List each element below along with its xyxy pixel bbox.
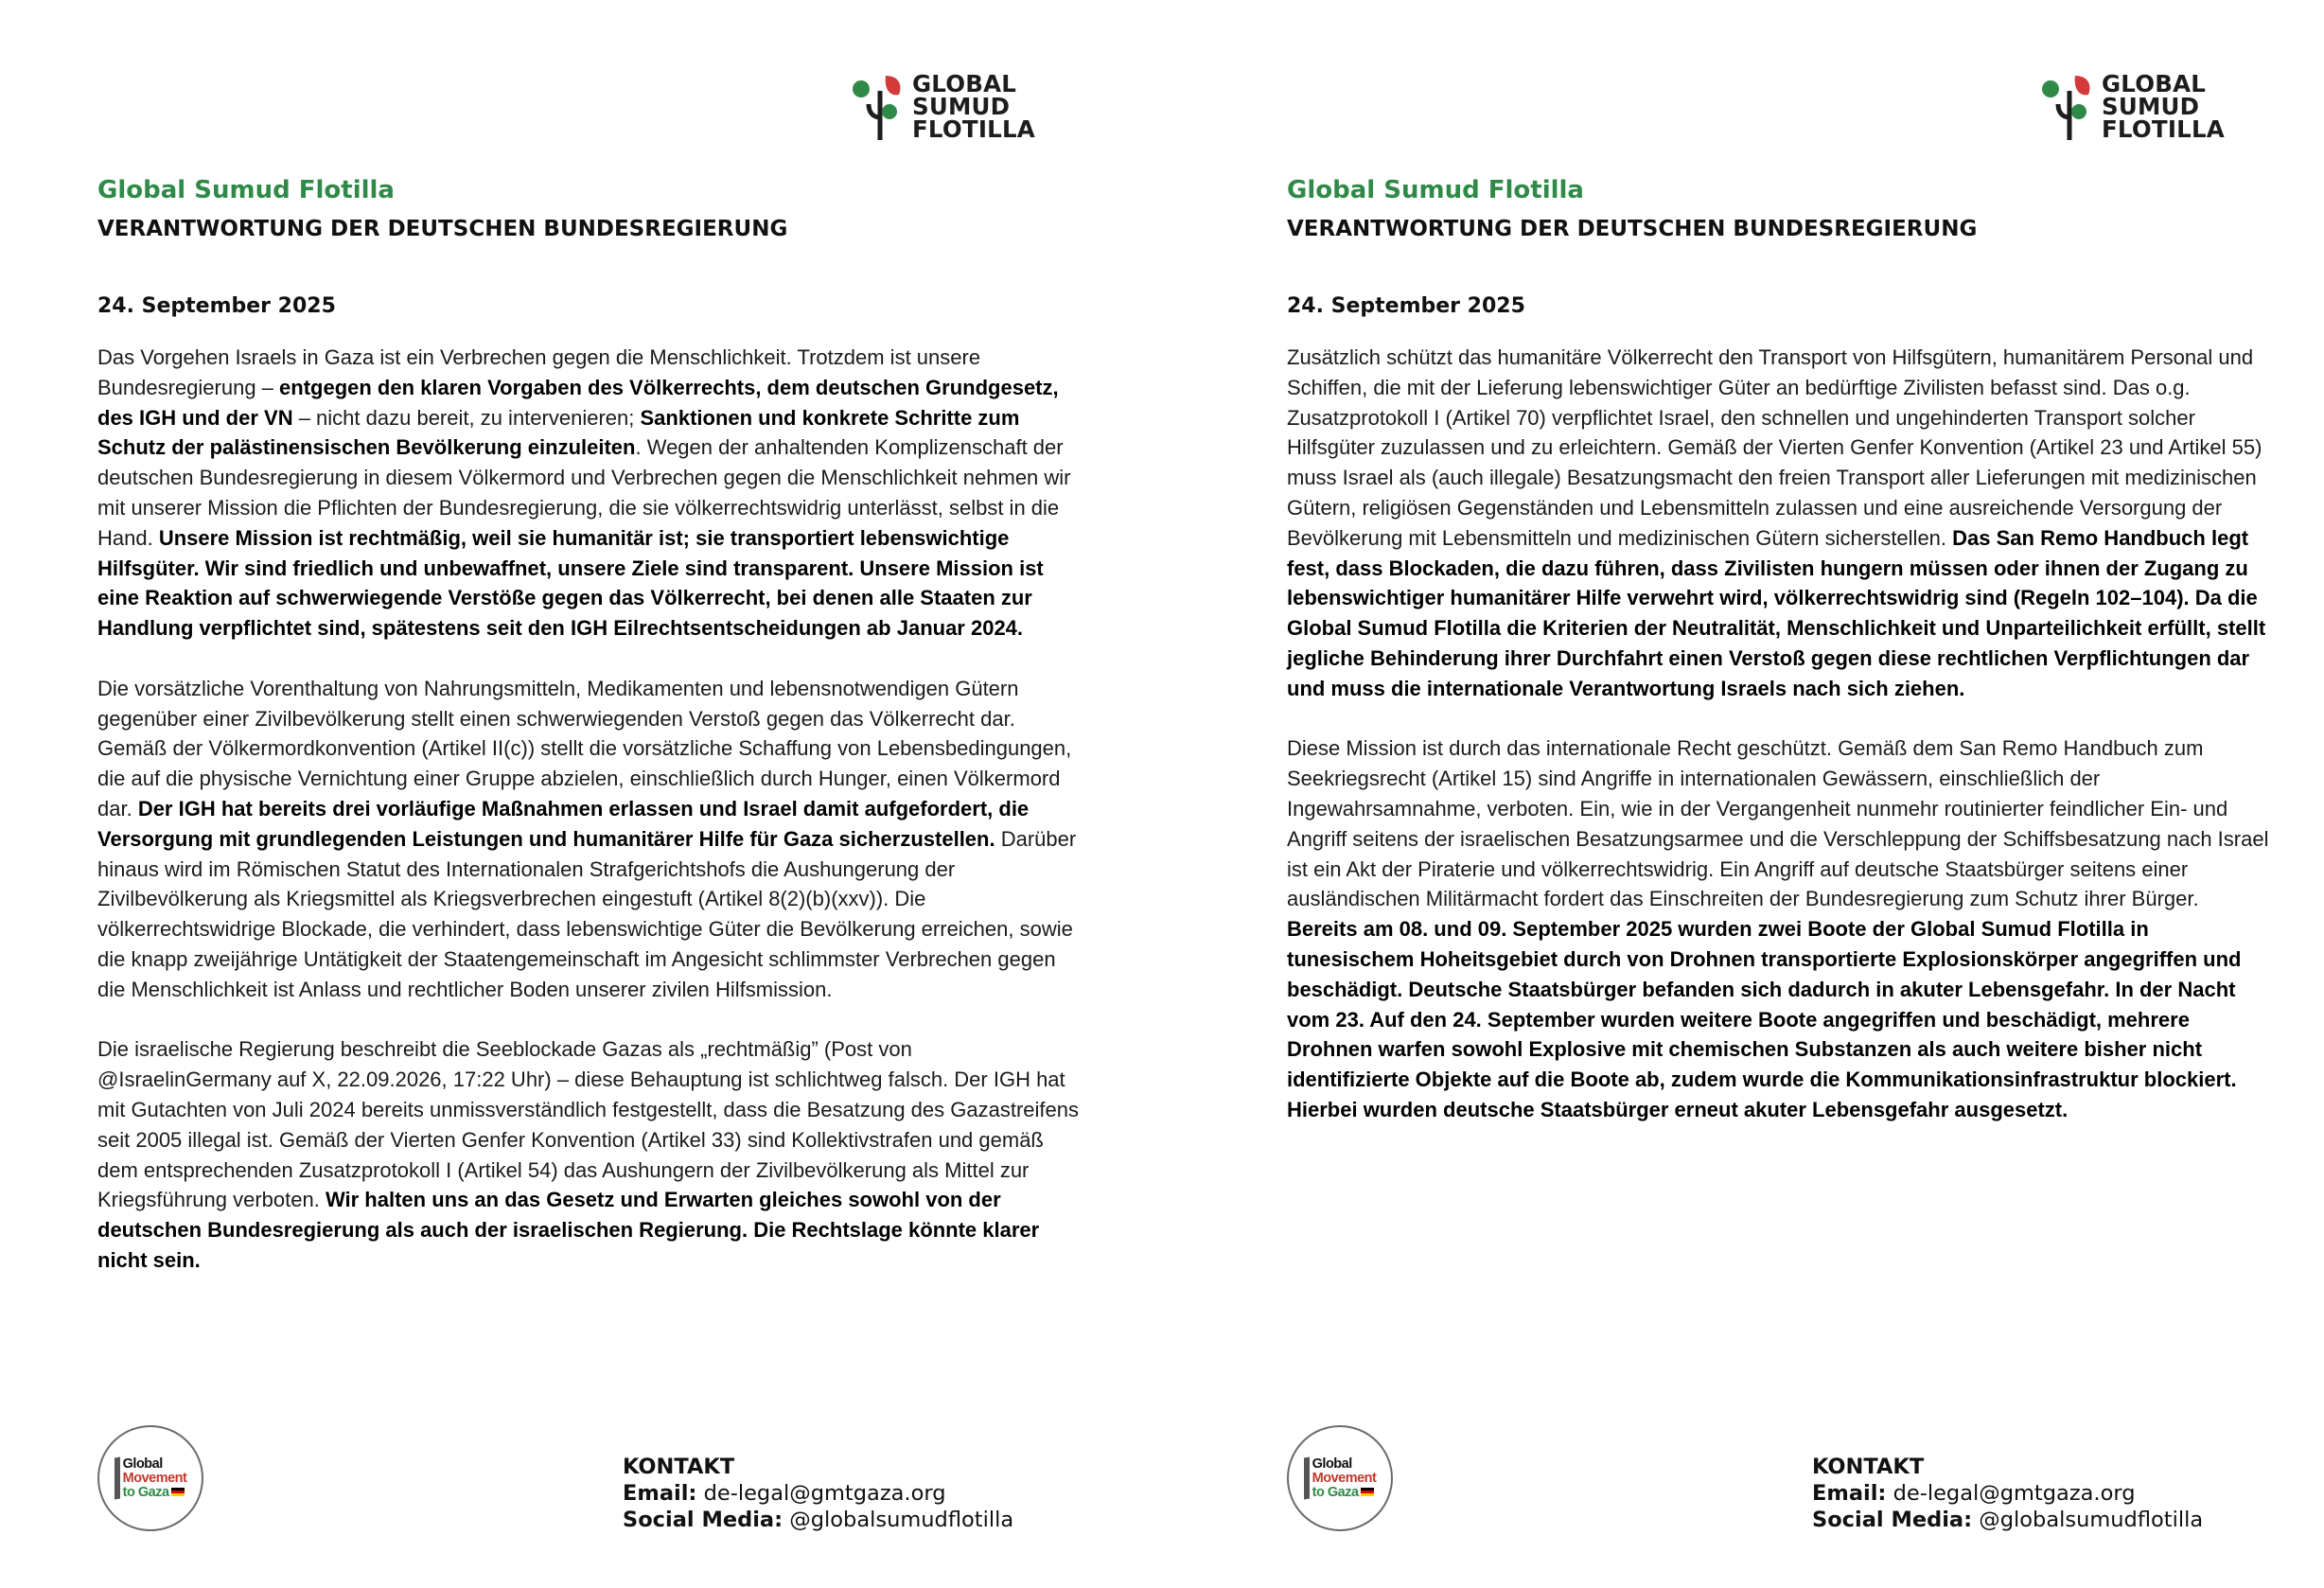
bold-text-run: Wir halten uns an das Gesetz und Erwarten gleiches sowohl von der deutschen Bundesregierung als auch der israelischen Regierung. Die Rechtslage könnte klarer nicht sein. [97, 1188, 1040, 1272]
paragraph [97, 1034, 1082, 1275]
document-date: 24. September 2025 [1287, 294, 1525, 318]
badge-line-3: to Gaza [1312, 1484, 1359, 1500]
document-date: 24. September 2025 [97, 294, 336, 318]
text-run: . Wegen der anhaltenden Komplizenschaft der deutschen Bundesregierung in diesem Völkermord und Verbrechen gegen die Menschlichkeit nehmen wir mit unserer Mission die Pflichten der Bundesregierung, die sie völkerrechtswidrig unterlässt, selbst in die Hand. [97, 435, 1071, 550]
flotilla-leaf-icon [2041, 72, 2098, 142]
logo-line-3: FLOTILLA [2102, 115, 2225, 143]
email-label: Email: [623, 1481, 697, 1506]
german-flag-icon [1361, 1488, 1374, 1496]
social-handle[interactable]: @globalsumudflotilla [789, 1508, 1014, 1532]
badge-line-1: Global [122, 1456, 163, 1472]
german-flag-icon [171, 1488, 185, 1496]
logo-line-1: GLOBAL [2102, 70, 2207, 97]
global-sumud-flotilla-logo [852, 72, 1035, 142]
bold-text-run: Bereits am 08. und 09. September 2025 wurden zwei Boote der Global Sumud Flotilla in tunesischem Hoheitsgebiet durch von Drohnen transportierte Explosionskörper angegriffen und beschädigt. Deutsche Staatsbürger befanden sich dadurch in akuter Lebensgefahr. In der Nacht vom 23. Auf den 24. September wurden weitere Boote angegriffen und beschädigt, mehrere Drohnen warfen sowohl Explosive mit chemischen Substanzen als auch weitere bisher nicht identifizierte Objekte auf die Boote ab, zudem wurde die Kommunikationsinfrastruktur blockiert. Hierbei wurden deutsche Staatsbürger erneut akuter Lebensgefahr ausgesetzt. [1287, 917, 2242, 1121]
body-text [1287, 343, 2271, 1156]
badge-line-2: Movement [1312, 1470, 1377, 1486]
contact-heading: KONTAKT [1812, 1455, 1925, 1479]
text-run: Die vorsätzliche Vorenthaltung von Nahrungsmitteln, Medikamenten und lebensnotwendigen Gütern gegenüber einer Zivilbevölkerung stellt einen schwerwiegenden Verstoß gegen das Völkerrecht dar. Gemäß der Völkermordkonvention (Artikel II(c)) stellt die vorsätzliche Schaffung von Lebensbedingungen, die auf die physische Vernichtung einer Gruppe abzielen, einschließlich durch Hunger, einen Völkermord dar. [97, 676, 1072, 820]
email-link[interactable]: de-legal@gmtgaza.org [1893, 1481, 2136, 1506]
text-run: – nicht dazu bereit, zu intervenieren; [292, 405, 641, 430]
bold-text-run: Sanktionen und konkrete Schritte zum Schutz der palästinensischen Bevölkerung einzuleiten [97, 405, 1020, 460]
bold-text-run: Der IGH hat bereits drei vorläufige Maßnahmen erlassen und Israel damit aufgefordert, die Versorgung mit grundlegenden Leistungen und humanitärer Hilfe für Gaza sicherzustellen. [97, 796, 1030, 851]
document-title: VERANTWORTUNG DER DEUTSCHEN BUNDESREGIERUNG [97, 217, 788, 241]
email-label: Email: [1812, 1481, 1887, 1506]
bold-text-run: entgegen den klaren Vorgaben des Völkerrechts, dem deutschen Grundgesetz, des IGH und der VN [97, 375, 1059, 430]
badge-line-1: Global [1312, 1456, 1352, 1472]
document-page-right [1189, 0, 2324, 1588]
logo-line-1: GLOBAL [912, 70, 1017, 97]
logo-line-2: SUMUD [2102, 93, 2200, 120]
text-run: Diese Mission ist durch das internationale Recht geschützt. Gemäß dem San Remo Handbuch zum Seekriegsrecht (Artikel 15) sind Angriffe in internationalen Gewässern, einschließlich der Ingewahrsamnahme, verboten. Ein, wie in der Vergangenheit nunmehr routinierter feindlicher Ein- und Angriff seitens der israelischen Besatzungsarmee und die Verschleppung der Schiffsbesatzung nach Israel ist ein Akt der Piraterie und völkerrechtswidrig. Ein Angriff auf deutsche Staatsbürger seitens einer ausländischen Militärmacht fordert das Einschreiten der Bundesregierung zum Schutz ihrer Bürger. [1287, 736, 2269, 911]
paragraph [1287, 733, 2271, 1124]
organization-name: Global Sumud Flotilla [1287, 176, 1584, 204]
email-link[interactable]: de-legal@gmtgaza.org [703, 1481, 946, 1506]
text-run: Die israelische Regierung beschreibt die Seeblockade Gazas als „rechtmäßig” (Post von @IsraelinGermany auf X, 22.09.2026, 17:22 Uhr) – diese Behauptung ist schlichtweg falsch. Der IGH hat mit Gutachten von Juli 2024 bereits unmissverständlich festgestellt, dass die Besatzung des Gazastreifens seit 2005 illegal ist. Gemäß der Vierten Genfer Konvention (Artikel 33) sind Kollektivstrafen und gemäß dem entsprechenden Zusatzprotokoll I (Artikel 54) das Aushungern der Zivilbevölkerung als Mittel zur Kriegsführung verboten. [97, 1037, 1079, 1212]
badge-line-3: to Gaza [122, 1484, 169, 1500]
social-label: Social Media: [1812, 1508, 1973, 1532]
bold-text-run: Unsere Mission ist rechtmäßig, weil sie humanitär ist; sie transportiert lebenswichtige Hilfsgüter. Wir sind friedlich und unbewaffnet, unsere Ziele sind transparent. Unsere Mission ist eine Reaktion auf schwerwiegende Verstöße gegen das Völkerrecht, bei denen alle Staaten zur Handlung verpflichtet sind, spätestens seit den IGH Eilrechtsentscheidungen ab Januar 2024. [97, 525, 1044, 641]
social-label: Social Media: [623, 1508, 783, 1532]
flotilla-leaf-icon [852, 72, 908, 142]
paragraph [1287, 343, 2271, 704]
paragraph [97, 343, 1082, 644]
text-run: Das Vorgehen Israels in Gaza ist ein Verbrechen gegen die Menschlichkeit. Trotzdem ist unsere Bundesregierung – [97, 345, 981, 399]
global-movement-to-gaza-logo [97, 1425, 203, 1531]
contact-block [623, 1454, 1013, 1533]
logo-line-2: SUMUD [912, 93, 1011, 120]
text-run: Darüber hinaus wird im Römischen Statut des Internationalen Strafgerichtshofs die Aushungerung der Zivilbevölkerung als Kriegsmittel als Kriegsverbrechen eingestuft (Artikel 8(2)(b)(xxv)). Die völkerrechtswidrige Blockade, die verhindert, dass lebenswichtige Güter die Bevölkerung erreichen, sowie die knapp zweijährige Untätigkeit der Staatengemeinschaft im Angesicht schlimmster Verbrechen gegen die Menschlichkeit ist Anlass und rechtlicher Boden unserer zivilen Hilfsmission. [97, 826, 1077, 1001]
paragraph [97, 674, 1082, 1005]
social-handle[interactable]: @globalsumudflotilla [1979, 1508, 2204, 1532]
badge-bar-icon [114, 1456, 120, 1499]
logo-line-3: FLOTILLA [912, 115, 1035, 143]
badge-line-2: Movement [122, 1470, 187, 1486]
document-title: VERANTWORTUNG DER DEUTSCHEN BUNDESREGIERUNG [1287, 217, 1978, 241]
global-sumud-flotilla-logo [2041, 72, 2225, 142]
global-movement-to-gaza-logo [1287, 1425, 1393, 1531]
contact-heading: KONTAKT [623, 1455, 735, 1479]
badge-bar-icon [1304, 1456, 1310, 1499]
contact-block [1812, 1454, 2203, 1533]
bold-text-run: Das San Remo Handbuch legt fest, dass Blockaden, die dazu führen, dass Zivilisten hungern müssen oder ihnen der Zugang zu lebenswichtiger humanitärer Hilfe verwehrt wird, völkerrechtswidrig sind (Regeln 102–104). Da die Global Sumud Flotilla die Kriterien der Neutralität, Menschlichkeit und Unparteilichkeit erfüllt, stellt jegliche Behinderung ihrer Durchfahrt einen Verstoß gegen diese rechtlichen Verpflichtungen dar und muss die internationale Verantwortung Israels nach sich ziehen. [1287, 525, 2266, 700]
body-text [97, 343, 1082, 1306]
text-run: Zusätzlich schützt das humanitäre Völkerrecht den Transport von Hilfsgütern, humanitärem Personal und Schiffen, die mit der Lieferung lebenswichtiger Güter an bedürftige Zivilisten befasst sind. Das o.g. Zusatzprotokoll I (Artikel 70) verpflichtet Israel, den schnellen und ungehinderten Transport solcher Hilfsgüter zuzulassen und zu erleichtern. Gemäß der Vierten Genfer Konvention (Artikel 23 und Artikel 55) muss Israel als (auch illegale) Besatzungsmacht den freien Transport aller Lieferungen mit medizinischen Gütern, religiösen Gegenständen und Lebensmitteln zulassen und eine ausreichende Versorgung der Bevölkerung mit Lebensmitteln und medizinischen Gütern sicherstellen. [1287, 345, 2262, 550]
organization-name: Global Sumud Flotilla [97, 176, 395, 204]
